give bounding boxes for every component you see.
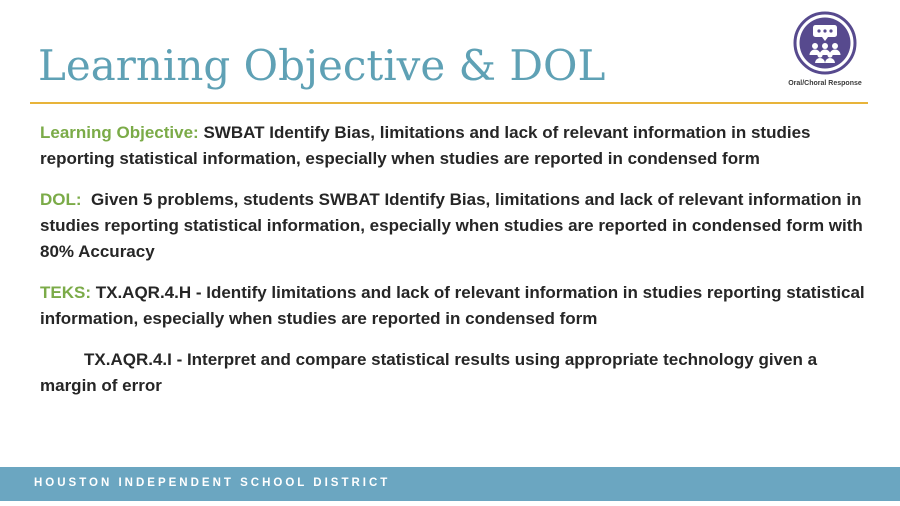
learning-objective-paragraph [40, 120, 870, 172]
title-divider [30, 102, 868, 104]
footer-bar [0, 467, 900, 501]
response-badge [788, 11, 862, 101]
teks-label: TEKS: [40, 283, 91, 302]
dol-paragraph [40, 187, 870, 265]
teks-paragraph [40, 280, 870, 332]
teks-text: TX.AQR.4.H - Identify limitations and lack of relevant information in studies reporting statistical information, especially when studies are reported in condensed form [40, 283, 865, 328]
dol-text: Given 5 problems, students SWBAT Identify Bias, limitations and lack of relevant information in studies reporting statistical information, especially when studies are reported in condensed form with 80% Accuracy [40, 190, 863, 261]
teks-2-paragraph [40, 347, 870, 399]
oral-choral-response-icon [793, 11, 857, 75]
footer-district-name: HOUSTON INDEPENDENT SCHOOL DISTRICT [34, 477, 391, 489]
slide-title: Learning Objective & DOL [38, 41, 606, 90]
slide-content [40, 120, 870, 414]
teks-2-text: TX.AQR.4.I - Interpret and compare statistical results using appropriate technology given a margin of error [40, 350, 818, 395]
learning-objective-label: Learning Objective: [40, 123, 199, 142]
learning-objective-text: SWBAT Identify Bias, limitations and lack of relevant information in studies reporting statistical information, especially when studies are reported in condensed form [40, 123, 811, 168]
badge-label: Oral/Choral Response [788, 80, 862, 87]
dol-label: DOL: [40, 190, 82, 209]
